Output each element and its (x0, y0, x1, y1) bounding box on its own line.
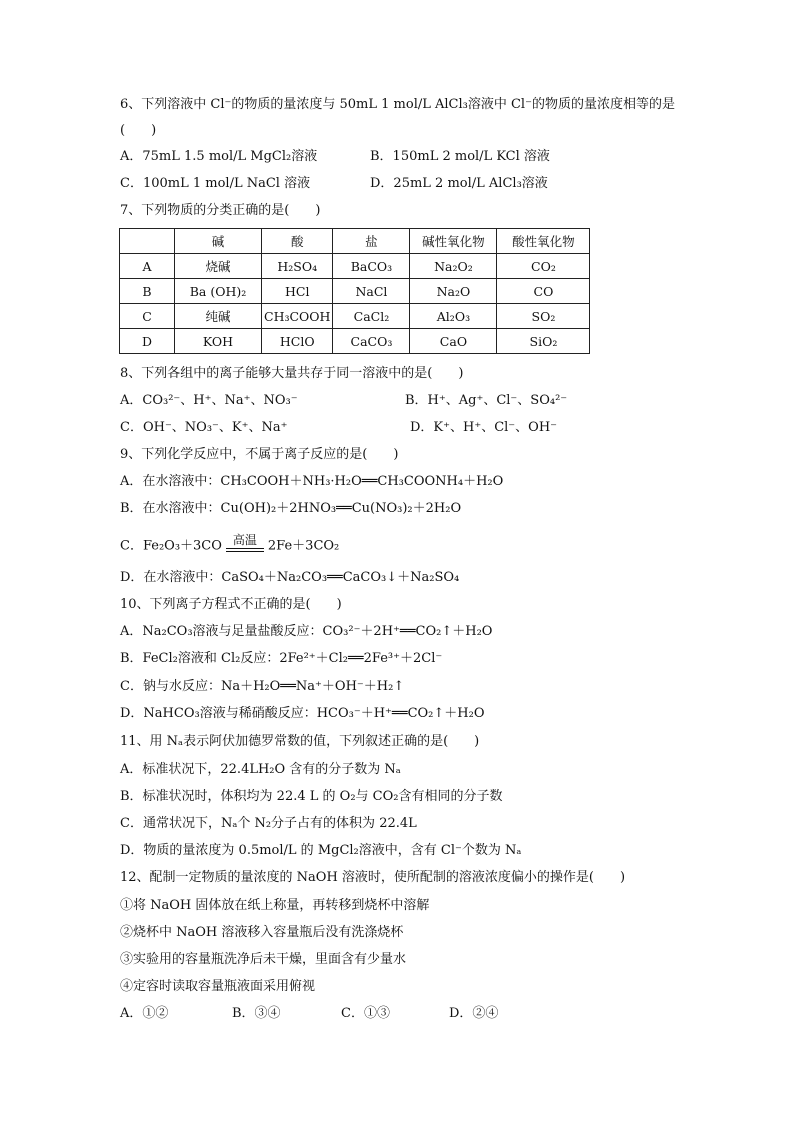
q9-option-c-products: 2Fe＋3CO₂ (267, 538, 340, 554)
table-cell: HClO (262, 329, 333, 354)
reaction-condition-arrow (226, 533, 264, 559)
table-row (120, 279, 590, 304)
q12-option-b: B．③④ (232, 1006, 281, 1021)
table-row (120, 254, 590, 279)
table-cell: C (120, 304, 175, 329)
table-cell: BaCO₃ (333, 254, 410, 279)
q12-statement-3: ③实验用的容量瓶洗净后未干燥，里面含有少量水 (120, 952, 407, 967)
q7-classification-table (119, 228, 590, 354)
table-cell: SO₂ (497, 304, 590, 329)
q12-option-d: D．②④ (449, 1006, 499, 1021)
q12-statement-1: ①将 NaOH 固体放在纸上称量，再转移到烧杯中溶解 (120, 898, 430, 913)
q8-option-c: C．OH⁻、NO₃⁻、K⁺、Na⁺ (120, 420, 288, 435)
q6-option-a: A．75mL 1.5 mol/L MgCl₂溶液 (120, 149, 318, 164)
table-cell: CO₂ (497, 254, 590, 279)
q9-option-a: A．在水溶液中：CH₃COOH＋NH₃·H₂O══CH₃COONH₄＋H₂O (120, 474, 504, 489)
table-cell: CH₃COOH (262, 304, 333, 329)
table-header-cell (120, 229, 175, 254)
table-cell: SiO₂ (497, 329, 590, 354)
q11-option-b: B．标准状况时，体积均为 22.4 L 的 O₂与 CO₂含有相同的分子数 (120, 789, 503, 804)
q7-stem: 7、下列物质的分类正确的是( ) (120, 203, 321, 218)
q11-stem: 11、用 Nₐ表示阿伏加德罗常数的值，下列叙述正确的是( ) (120, 734, 480, 749)
q6-stem: 6、下列溶液中 Cl⁻的物质的量浓度与 50mL 1 mol/L AlCl₃溶液中 Cl⁻的物质的量浓度相等的是 (120, 97, 675, 112)
q10-option-b: B．FeCl₂溶液和 Cl₂反应：2Fe²⁺＋Cl₂══2Fe³⁺＋2Cl⁻ (120, 651, 443, 666)
table-header-cell: 碱 (175, 229, 262, 254)
table-cell: Na₂O₂ (410, 254, 497, 279)
table-cell: CO (497, 279, 590, 304)
table-cell: CaCO₃ (333, 329, 410, 354)
q6-option-c: C．100mL 1 mol/L NaCl 溶液 (120, 176, 311, 191)
q9-option-b: B．在水溶液中：Cu(OH)₂＋2HNO₃══Cu(NO₃)₂＋2H₂O (120, 501, 462, 516)
q8-option-a: A．CO₃²⁻、H⁺、Na⁺、NO₃⁻ (120, 393, 298, 408)
table-header-cell: 酸 (262, 229, 333, 254)
q6-blank: ( ) (120, 123, 157, 138)
q6-option-d: D．25mL 2 mol/L AlCl₃溶液 (370, 176, 548, 191)
q9-option-d: D．在水溶液中：CaSO₄＋Na₂CO₃══CaCO₃↓＋Na₂SO₄ (120, 570, 460, 585)
q9-option-c (120, 533, 339, 559)
table-cell: KOH (175, 329, 262, 354)
q11-option-c: C．通常状况下，Nₐ个 N₂分子占有的体积为 22.4L (120, 816, 417, 831)
table-header-row (120, 229, 590, 254)
table-cell: Ba (OH)₂ (175, 279, 262, 304)
q12-statement-4: ④定容时读取容量瓶液面采用俯视 (120, 979, 316, 994)
table-cell: HCl (262, 279, 333, 304)
table-cell: B (120, 279, 175, 304)
table-cell: 纯碱 (175, 304, 262, 329)
q12-statement-2: ②烧杯中 NaOH 溶液移入容量瓶后没有洗涤烧杯 (120, 925, 404, 940)
table-cell: CaCl₂ (333, 304, 410, 329)
q10-stem: 10、下列离子方程式不正确的是( ) (120, 597, 342, 612)
q10-option-a: A．Na₂CO₃溶液与足量盐酸反应：CO₃²⁻＋2H⁺══CO₂↑＋H₂O (120, 624, 493, 639)
q8-option-d: D．K⁺、H⁺、Cl⁻、OH⁻ (410, 420, 558, 435)
table-cell: H₂SO₄ (262, 254, 333, 279)
q9-option-c-reactants: C．Fe₂O₃＋3CO (120, 538, 222, 554)
q10-option-c: C．钠与水反应：Na＋H₂O══Na⁺＋OH⁻＋H₂↑ (120, 679, 405, 694)
table-cell: Na₂O (410, 279, 497, 304)
table-cell: CaO (410, 329, 497, 354)
table-cell: 烧碱 (175, 254, 262, 279)
table-header-cell: 盐 (333, 229, 410, 254)
table-header-cell: 碱性氧化物 (410, 229, 497, 254)
reaction-condition-label: 高温 (232, 533, 257, 547)
q8-option-b: B．H⁺、Ag⁺、Cl⁻、SO₄²⁻ (405, 393, 568, 408)
table-cell: Al₂O₃ (410, 304, 497, 329)
q12-option-a: A．①② (120, 1006, 169, 1021)
q11-option-a: A．标准状况下，22.4LH₂O 含有的分子数为 Nₐ (120, 762, 401, 777)
q12-stem: 12、配制一定物质的量浓度的 NaOH 溶液时，使所配制的溶液浓度偏小的操作是( ) (120, 870, 626, 885)
q10-option-d: D．NaHCO₃溶液与稀硝酸反应：HCO₃⁻＋H⁺══CO₂↑＋H₂O (120, 706, 485, 721)
q6-option-b: B．150mL 2 mol/L KCl 溶液 (370, 149, 550, 164)
table-header-cell: 酸性氧化物 (497, 229, 590, 254)
table-cell: A (120, 254, 175, 279)
table-row (120, 329, 590, 354)
table-row (120, 304, 590, 329)
table-cell: NaCl (333, 279, 410, 304)
q8-stem: 8、下列各组中的离子能够大量共存于同一溶液中的是( ) (120, 366, 464, 381)
q12-option-c: C．①③ (341, 1006, 390, 1021)
q9-stem: 9、下列化学反应中，不属于离子反应的是( ) (120, 447, 399, 462)
table-cell: D (120, 329, 175, 354)
q11-option-d: D．物质的量浓度为 0.5mol/L 的 MgCl₂溶液中，含有 Cl⁻个数为 Nₐ (120, 843, 522, 858)
